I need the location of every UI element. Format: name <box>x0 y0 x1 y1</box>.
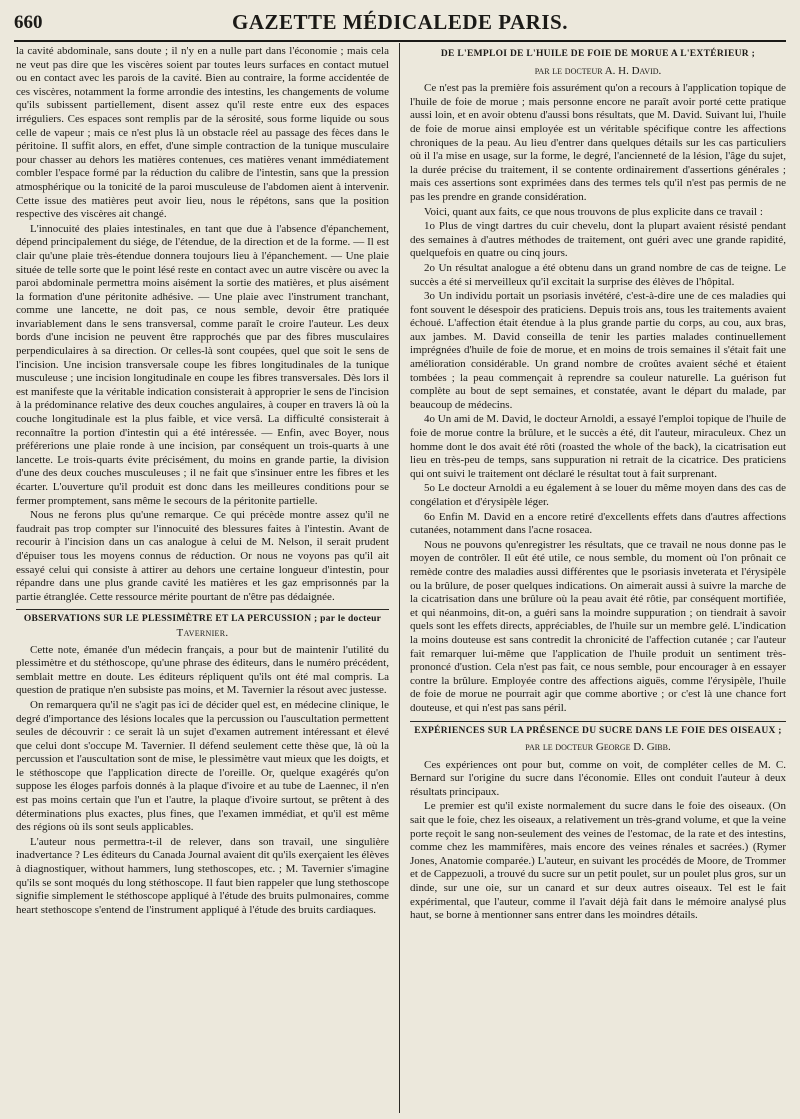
page-number: 660 <box>14 12 43 33</box>
section-heading-huile <box>410 48 786 62</box>
header-rule <box>14 40 786 42</box>
section-heading-sucre <box>410 721 786 739</box>
section-author: par le docteur A. H. David. <box>534 64 662 77</box>
paragraph: 6o Enfin M. David en a encore retiré d'excellents effets dans d'autres affections cutanées, notamment dans l'acne rosacea. <box>410 510 786 537</box>
section-title: DE L'EMPLOI DE L'HUILE DE FOIE DE MORUE A L'EXTÉRIEUR ; <box>440 49 756 59</box>
paragraph: la cavité abdominale, sans doute ; il n'y en a nulle part dans l'économie ; mais cela ne veut pas dire que les viscères soient par toutes leurs surfaces en contact mutuel ou en contact avec les parois de la cavité. Bien au contraire, la forme accidentée de ces viscères, notamment la forme arrondie des intestins, les changements de volume qu'ils subissent partiellement, disent assez qu'il reste entre eux des espaces irréguliers. Ces espaces sont remplis par de la sérosité, sous forme liquide ou sous celle de vapeur ; mais ce n'est plus là un obstacle réel au passage des fèces dans le péritoine. Il suffit alors, en effet, d'une simple contraction de la tunique musculaire pour chasser au dehors les matières contenues, ces matières venant immédiatement combler l'espace formé par la réduction du calibre de l'intestin, sans que la pression atmosphérique ou la tonicité de la paroi musculeuse de l'abdomen aient à intervenir. Cette issue des matières peut avoir lieu, nous le répétons, sans que la position respective des viscères ait changé. <box>16 45 389 221</box>
right-column <box>410 45 786 1113</box>
paragraph: 3o Un individu portait un psoriasis invétéré, c'est-à-dire une de ces maladies qui font souvent le désespoir des praticiens. Depuis trois ans, tous les traitements avaient échoué. L'affection était étendue à la plus grande partie du corps, au cou, aux bras, aux jambes. M. David conseilla de tenir les parties malades continuellement imprégnées d'huile de foie de morue, et en moins de trois semaines il s'était fait une amélioration considérable. Un grand nombre de croûtes avaient séché et étaient tombées ; la peau commençait à reprendre sa couleur naturelle. La guérison fut complète au bout de sept semaines, et constatée, avant le départ du malade, par beaucoup de médecins. <box>410 290 786 411</box>
paragraph: L'auteur nous permettra-t-il de relever, dans son travail, une singulière inadvertance ? Les éditeurs du Canada Journal avaient dit qu'ils exerçaient les élèves à diagnostiquer, without hammers, lung stethoscopes, etc. ; M. Tavernier s'imagine qu'ils se sont moqués du long stéthoscope. Il faut bien rappeler que lung stethoscope signifie simplement le stéthoscope appliqué à l'étude des bruits pulmonaires, comme heart stethoscope s'entend de l'instrument appliqué à l'étude des bruits cardiaques. <box>16 835 389 916</box>
journal-title: GAZETTE MÉDICALEDE PARIS. <box>232 10 568 34</box>
paragraph: Voici, quant aux faits, ce que nous trouvons de plus explicite dans ce travail : <box>424 205 763 218</box>
paragraph: On remarquera qu'il ne s'agit pas ici de décider quel est, en médecine clinique, le degré d'importance des lésions locales que la percussion ou l'auscultation permettent seules de découvrir : ce serait là un sujet d'examen autrement intéressant et élevé que celui dont s'occupe M. Tavernier. Il défend seulement cette thèse que, là où la percussion et l'auscultation sont de mise, le plessimètre vaut mieux que les doigts, et le stéthoscope que l'application directe de l'oreille. Or, quelque exagérés qu'on suppose les éloges parfois donnés à la plaque d'ivoire et au tube de Laennec, il n'en est pas moins certain que l'un et l'autre, la plaque d'ivoire surtout, se prêtent à des déterminations plus exactes, plus fines, que l'examen immédiat, et qu'il est même des régions où ils sont seuls applicables. <box>16 698 389 834</box>
paragraph: 1o Plus de vingt dartres du cuir chevelu, dont la plupart avaient résisté pendant des semaines à d'autres méthodes de traitement, ont guéri avec une grande rapidité, quelquefois en quatre ou cinq jours. <box>410 220 786 260</box>
section-title: EXPÉRIENCES SUR LA PRÉSENCE DU SUCRE DANS LE FOIE DES OISEAUX ; <box>414 725 782 736</box>
paragraph: 5o Le docteur Arnoldi a eu également à se louer du même moyen dans des cas de congélation et d'érysipèle léger. <box>410 482 786 508</box>
paragraph: L'innocuité des plaies intestinales, en tant que due à l'absence d'épanchement, dépend principalement du siége, de l'étendue, de la direction et de la forme. — Il est clair qu'une plaie très-étendue donnera toujours lieu à l'épanchement. — Une plaie située de telle sorte que le point lésé reste en contact avec un autre viscère ou avec la paroi abdominale permettra moins aisément la sortie des matières, et plus aisément la formation d'une péritonite adhésive. — Une plaie avec l'instrument tranchant, comme une lancette, ne doit pas, ce nous semble, devoir être pratiquée invariablement dans le sens transversal, comme paraît le croire l'auteur. Les deux bords d'une incision ne peuvent être rapprochés que par des fibres musculaires perpendiculaires à sa direction. Or celles-là sont coupées, quel que soit le sens de l'incision. Une incision transversale coupe les fibres longitudinales de la tunique musculeuse ; une incision longitudinale en coupe les fibres transversales. Dès lors il est manifeste que la véritable indication consisterait à approprier le sens de l'incision à la prédominance relative des deux couches angulaires, à couper en travers là où la couche longitudinale est la plus faible, et vice versâ. La difficulté consisterait à reconnaître la portion d'intestin qui a été intéressée. — Enfin, avec Boyer, nous préférerions une plaie ronde à une incision, par conséquent un trois-quarts à une lancette. Le trois-quarts évite précisément, du moins en grande partie, la division d'une des deux couches musculeuses ; il ne fait que s'insinuer entre les fibres et les écarter. L'ouverture qu'il produit est donc dans les meilleures conditions pour se fermer promptement, sans même le secours de la péritonite partielle. <box>16 222 389 507</box>
paragraph: Cette note, émanée d'un médecin français, a pour but de maintenir l'utilité du plessimètre et du stéthoscope, qu'une phrase des éditeurs, dans le numéro précédent, semblait mettre en doute. Les éditeurs répliquent qu'ils ont été mal compris. La question de pratique n'en subsiste pas moins, et M. Tavernier la résout avec justesse. <box>16 643 389 697</box>
paragraph: Ce n'est pas la première fois assurément qu'on a recours à l'application topique de l'huile de foie de morue ; mais personne encore ne paraît avoir porté cette pratique aussi loin, et en avoir obtenu d'aussi bons résultats, que M. David. Suivant lui, l'huile de foie de morue ainsi employée est un véritable spécifique contre les affections chroniques de la peau. Au lieu d'entrer dans quelques détails sur les cas particuliers où il l'a mise en usage, sur la forme, le degré, l'ancienneté de la lésion, l'âge du sujet, la durée précise du traitement, il se contente ordinairement d'assertions générales ; mais ces assertions sont exprimées dans des termes tels qu'il n'est pas permis de ne pas les prendre en grande considération. <box>410 82 786 203</box>
paragraph: 2o Un résultat analogue a été obtenu dans un grand nombre de cas de teigne. Le succès a été si merveilleux qu'il excitait la surprise des élèves de l'hôpital. <box>410 261 786 288</box>
paragraph: Nous ne pouvons qu'enregistrer les résultats, que ce travail ne nous donne pas le moyen de contrôler. Il eût été utile, ce nous semble, du moment où l'on prônait ce remède contre des maladies aussi différentes que le psoriasis inveterata et l'érysipèle ou la brûlure, de poser quelques indications. On aimerait aussi à suivre la marche de la cicatrisation dans une brûlure où la peau avait été rôtie, par conséquent mortifiée, et qui néanmoins, dit-on, a guéri sans la moindre suppuration ; on tiendrait à savoir quels sont les effets directs, appréciables, de l'huile sur un membre gelé. L'indication la moins douteuse est sans contredit la chronicité de l'affection cutanée ; car l'auteur fait remarquer lui-même que l'application de l'huile produit un sentiment très-prononcé d'ustion. Cela n'est pas fait, ce nous semble, pour encourager à en essayer contre la brûlure. Employée contre des affections aiguës, comme l'érysipèle, l'huile de foie de morue ne pourrait agir que comme abortive ; or c'est là une chance fort douteuse, et qui n'est pas sans péril. <box>410 538 786 714</box>
paragraph: Ces expériences ont pour but, comme on voit, de compléter celles de M. C. Bernard sur l'origine du sucre dans l'économie. Elles ont conduit l'auteur à deux résultats principaux. <box>410 758 786 798</box>
section-author: Tavernier. <box>176 626 229 639</box>
section-heading-plessimetre <box>16 609 389 640</box>
paragraph: 4o Un ami de M. David, le docteur Arnoldi, a essayé l'emploi topique de l'huile de foie de morue contre la brûlure, et le succès a été, dit l'auteur, miraculeux. Chez un homme dont le dos avait été rôti (roasted the whole of the back), la cicatrisation eut lieu en très-peu de temps, sans suppuration ni retrait de la cicatrice. Des praticiens qui ont suivi le traitement ont déclaré le résultat tout à fait surprenant. <box>410 413 786 480</box>
paragraph: Le premier est qu'il existe normalement du sucre dans le foie des oiseaux. (On sait que le foie, chez les oiseaux, a relativement un très-grand volume, et que la veine porte reçoit le sang non-seulement des veines de l'estomac, de la rate et des intestins, comme chez les mammifères, mais encore des veines rénales et sacrées.) (Rymer Jones, Anatomie comparée.) L'auteur, en suivant les procédés de Moore, de Trommer et de Cappezuoli, a trouvé du sucre sur un petit poulet, sur un poulet plus gros, sur un dinde, sur une oie, sur un canard et sur deux autres oiseaux. Tel est le fait expérimental, que l'auteur, comme il l'avait déjà fait dans le mémoire analysé plus haut, se borne à mentionner sans entrer dans les moindres détails. <box>410 800 786 922</box>
section-author: par le docteur George D. Gibb. <box>525 741 671 754</box>
section-title: OBSERVATIONS SUR LE PLESSIMÈTRE ET LA PERCUSSION ; par le docteur <box>23 614 382 625</box>
page-header <box>14 10 786 42</box>
paragraph: Nous ne ferons plus qu'une remarque. Ce qui précède montre assez qu'il ne faudrait pas trop compter sur l'innocuité des blessures faites à l'intestin. Avant de recourir à l'incision dans un cas analogue à celui de M. Nelson, il serait prudent d'épuiser tous les moyens connus de réduction. Or nous ne voyons pas qu'il ait essayé celui qui consiste à attirer au dehors une certaine longueur d'intestin, pour répandre dans une plus grande cavité les matières et les gaz emprisonnés par la partie étranglée. Cette ressource mérite pourtant de n'être pas dédaignée. <box>16 509 389 603</box>
left-column <box>16 45 389 1113</box>
column-divider <box>399 43 400 1113</box>
